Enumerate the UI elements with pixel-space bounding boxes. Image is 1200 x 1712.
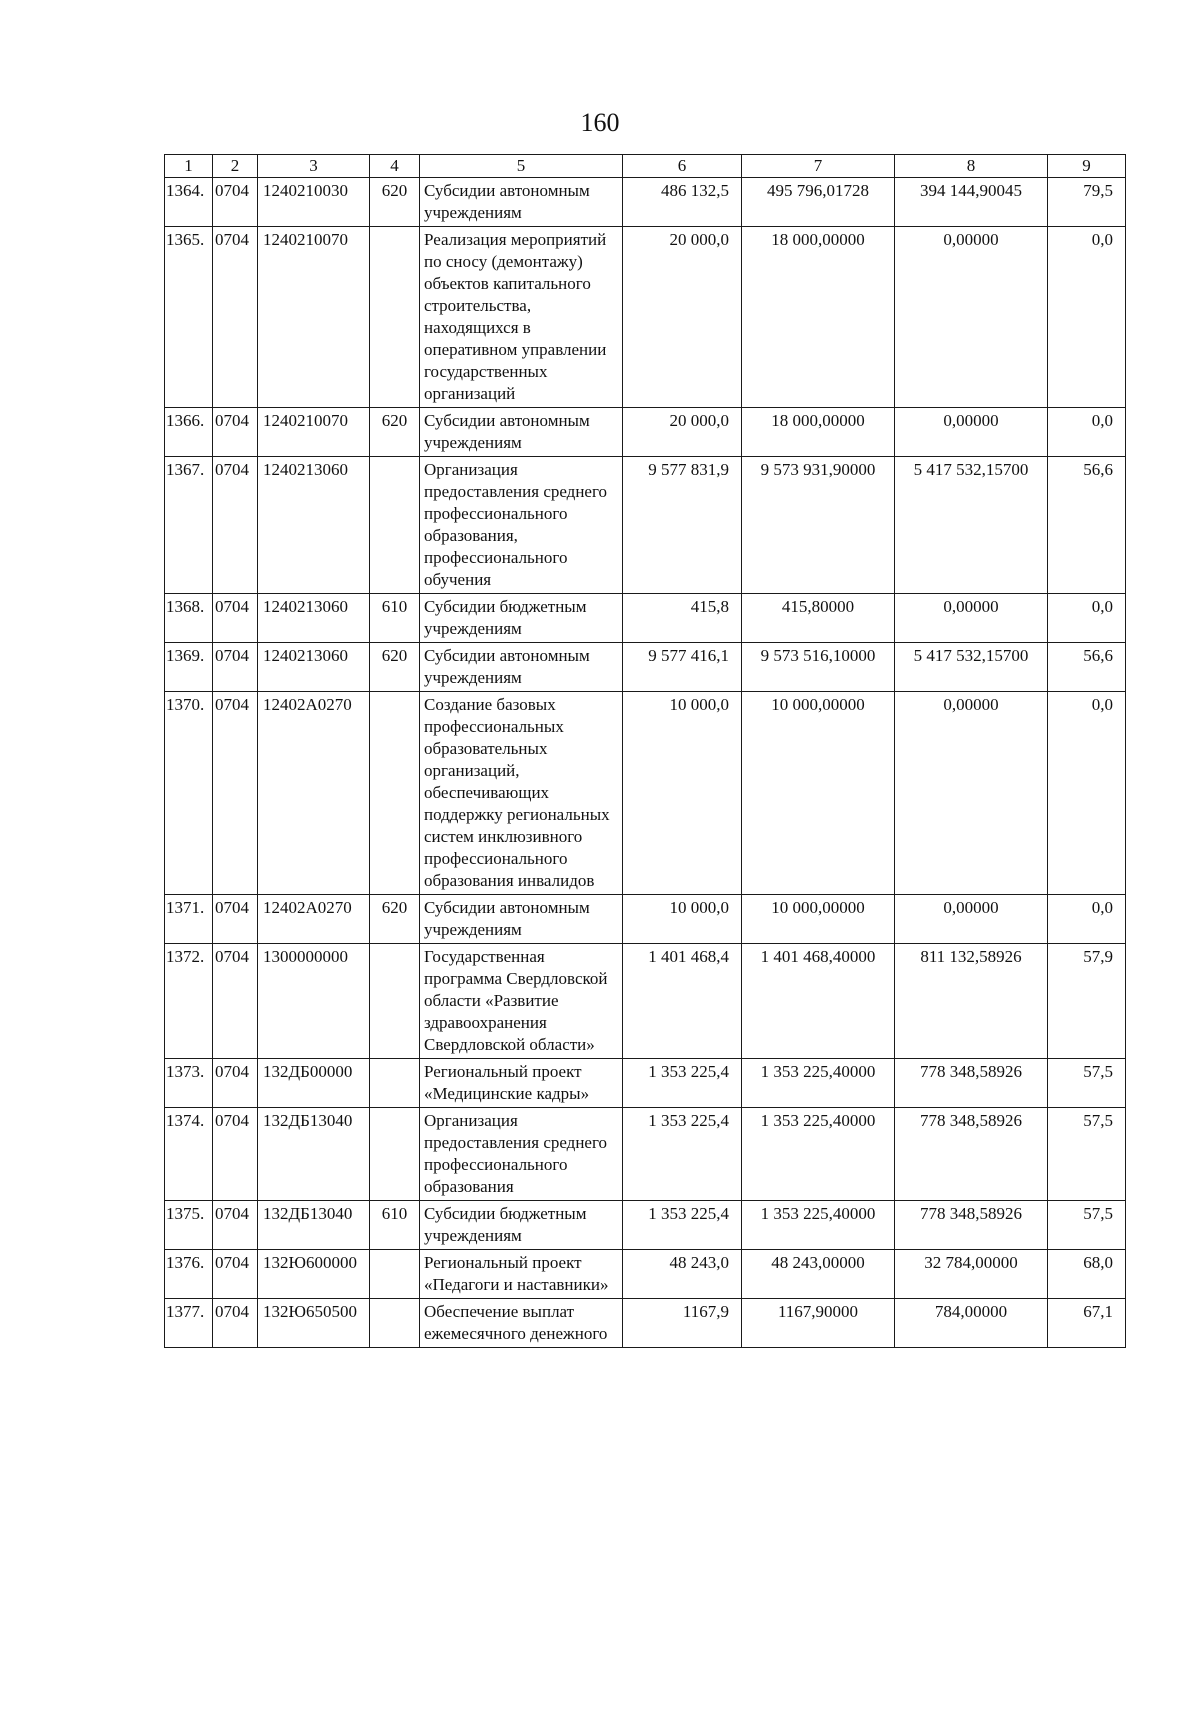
section-code-cell: 0704 xyxy=(213,643,258,692)
target-article-cell: 1240213060 xyxy=(258,643,370,692)
page-number: 160 xyxy=(580,108,620,137)
expense-type-cell: 620 xyxy=(370,643,420,692)
amended-amount-cell: 10 000,00000 xyxy=(742,895,895,944)
expense-type-cell xyxy=(370,1250,420,1299)
section-code-cell: 0704 xyxy=(213,1059,258,1108)
executed-amount-cell: 778 348,58926 xyxy=(895,1108,1048,1201)
expense-type-cell: 610 xyxy=(370,594,420,643)
amended-amount-cell: 495 796,01728 xyxy=(742,178,895,227)
amended-amount-cell: 1 401 468,40000 xyxy=(742,944,895,1059)
executed-amount-cell: 32 784,00000 xyxy=(895,1250,1048,1299)
row-number-cell: 1370. xyxy=(165,692,213,895)
expense-type-cell xyxy=(370,692,420,895)
table-row xyxy=(165,408,1126,457)
percent-cell: 79,5 xyxy=(1048,178,1126,227)
description-cell: Создание базовых профессиональных образовательных организаций, обеспечивающих поддержку региональных систем инклюзивного профессионального образования инвалидов xyxy=(420,692,623,895)
section-code-cell: 0704 xyxy=(213,1108,258,1201)
amended-amount-cell: 48 243,00000 xyxy=(742,1250,895,1299)
target-article-cell: 12402А0270 xyxy=(258,895,370,944)
target-article-cell: 1300000000 xyxy=(258,944,370,1059)
row-number-cell: 1372. xyxy=(165,944,213,1059)
amended-amount-cell: 10 000,00000 xyxy=(742,692,895,895)
percent-cell: 57,5 xyxy=(1048,1201,1126,1250)
amended-amount-cell: 18 000,00000 xyxy=(742,408,895,457)
section-code-cell: 0704 xyxy=(213,408,258,457)
budget-table xyxy=(164,154,1126,1348)
section-code-cell: 0704 xyxy=(213,594,258,643)
expense-type-cell xyxy=(370,457,420,594)
percent-cell: 68,0 xyxy=(1048,1250,1126,1299)
percent-cell: 56,6 xyxy=(1048,643,1126,692)
target-article-cell: 1240210070 xyxy=(258,408,370,457)
executed-amount-cell: 784,00000 xyxy=(895,1299,1048,1348)
amount-cell: 48 243,0 xyxy=(623,1250,742,1299)
executed-amount-cell: 778 348,58926 xyxy=(895,1059,1048,1108)
description-cell: Субсидии бюджетным учреждениям xyxy=(420,594,623,643)
target-article-cell: 1240210070 xyxy=(258,227,370,408)
table-row xyxy=(165,1250,1126,1299)
percent-cell: 67,1 xyxy=(1048,1299,1126,1348)
table-row xyxy=(165,1299,1126,1348)
description-cell: Организация предоставления среднего профессионального образования xyxy=(420,1108,623,1201)
expense-type-cell xyxy=(370,227,420,408)
header-cell-5: 5 xyxy=(420,155,623,178)
description-cell: Региональный проект «Медицинские кадры» xyxy=(420,1059,623,1108)
row-number-cell: 1376. xyxy=(165,1250,213,1299)
executed-amount-cell: 0,00000 xyxy=(895,227,1048,408)
table-row xyxy=(165,227,1126,408)
section-code-cell: 0704 xyxy=(213,1250,258,1299)
executed-amount-cell: 394 144,90045 xyxy=(895,178,1048,227)
section-code-cell: 0704 xyxy=(213,457,258,594)
table-body xyxy=(165,178,1126,1348)
target-article-cell: 12402А0270 xyxy=(258,692,370,895)
table-row xyxy=(165,594,1126,643)
section-code-cell: 0704 xyxy=(213,944,258,1059)
amount-cell: 9 577 416,1 xyxy=(623,643,742,692)
description-cell: Субсидии автономным учреждениям xyxy=(420,408,623,457)
header-cell-4: 4 xyxy=(370,155,420,178)
target-article-cell: 1240210030 xyxy=(258,178,370,227)
amended-amount-cell: 415,80000 xyxy=(742,594,895,643)
amount-cell: 9 577 831,9 xyxy=(623,457,742,594)
section-code-cell: 0704 xyxy=(213,178,258,227)
description-cell: Реализация мероприятий по сносу (демонтажу) объектов капитального строительства, находящихся в оперативном управлении государственных организаций xyxy=(420,227,623,408)
row-number-cell: 1375. xyxy=(165,1201,213,1250)
expense-type-cell xyxy=(370,1299,420,1348)
table-row xyxy=(165,1108,1126,1201)
target-article-cell: 132ДБ00000 xyxy=(258,1059,370,1108)
expense-type-cell xyxy=(370,1108,420,1201)
amended-amount-cell: 1167,90000 xyxy=(742,1299,895,1348)
amount-cell: 1 353 225,4 xyxy=(623,1059,742,1108)
amended-amount-cell: 9 573 516,10000 xyxy=(742,643,895,692)
percent-cell: 0,0 xyxy=(1048,408,1126,457)
description-cell: Субсидии автономным учреждениям xyxy=(420,643,623,692)
row-number-cell: 1373. xyxy=(165,1059,213,1108)
description-cell: Обеспечение выплат ежемесячного денежного xyxy=(420,1299,623,1348)
row-number-cell: 1369. xyxy=(165,643,213,692)
amended-amount-cell: 18 000,00000 xyxy=(742,227,895,408)
row-number-cell: 1366. xyxy=(165,408,213,457)
amount-cell: 20 000,0 xyxy=(623,227,742,408)
target-article-cell: 132Ю600000 xyxy=(258,1250,370,1299)
amended-amount-cell: 1 353 225,40000 xyxy=(742,1059,895,1108)
amount-cell: 415,8 xyxy=(623,594,742,643)
target-article-cell: 1240213060 xyxy=(258,594,370,643)
table-row xyxy=(165,178,1126,227)
table-row xyxy=(165,692,1126,895)
percent-cell: 57,5 xyxy=(1048,1108,1126,1201)
percent-cell: 56,6 xyxy=(1048,457,1126,594)
description-cell: Государственная программа Свердловской области «Развитие здравоохранения Свердловской области» xyxy=(420,944,623,1059)
header-cell-3: 3 xyxy=(258,155,370,178)
section-code-cell: 0704 xyxy=(213,1201,258,1250)
row-number-cell: 1364. xyxy=(165,178,213,227)
amount-cell: 10 000,0 xyxy=(623,895,742,944)
header-row xyxy=(165,155,1126,178)
amount-cell: 1 353 225,4 xyxy=(623,1201,742,1250)
table-row xyxy=(165,895,1126,944)
table-row xyxy=(165,1059,1126,1108)
percent-cell: 0,0 xyxy=(1048,594,1126,643)
amount-cell: 20 000,0 xyxy=(623,408,742,457)
table-row xyxy=(165,944,1126,1059)
header-cell-7: 7 xyxy=(742,155,895,178)
percent-cell: 57,9 xyxy=(1048,944,1126,1059)
percent-cell: 0,0 xyxy=(1048,895,1126,944)
section-code-cell: 0704 xyxy=(213,692,258,895)
row-number-cell: 1374. xyxy=(165,1108,213,1201)
row-number-cell: 1371. xyxy=(165,895,213,944)
percent-cell: 57,5 xyxy=(1048,1059,1126,1108)
amount-cell: 486 132,5 xyxy=(623,178,742,227)
amount-cell: 1167,9 xyxy=(623,1299,742,1348)
executed-amount-cell: 0,00000 xyxy=(895,408,1048,457)
row-number-cell: 1368. xyxy=(165,594,213,643)
amended-amount-cell: 9 573 931,90000 xyxy=(742,457,895,594)
percent-cell: 0,0 xyxy=(1048,227,1126,408)
amount-cell: 1 353 225,4 xyxy=(623,1108,742,1201)
expense-type-cell xyxy=(370,944,420,1059)
executed-amount-cell: 5 417 532,15700 xyxy=(895,643,1048,692)
header-cell-2: 2 xyxy=(213,155,258,178)
description-cell: Субсидии автономным учреждениям xyxy=(420,178,623,227)
target-article-cell: 1240213060 xyxy=(258,457,370,594)
amount-cell: 10 000,0 xyxy=(623,692,742,895)
expense-type-cell: 610 xyxy=(370,1201,420,1250)
row-number-cell: 1367. xyxy=(165,457,213,594)
header-cell-9: 9 xyxy=(1048,155,1126,178)
executed-amount-cell: 0,00000 xyxy=(895,692,1048,895)
section-code-cell: 0704 xyxy=(213,895,258,944)
table-row xyxy=(165,1201,1126,1250)
expense-type-cell: 620 xyxy=(370,178,420,227)
description-cell: Региональный проект «Педагоги и наставники» xyxy=(420,1250,623,1299)
header-cell-1: 1 xyxy=(165,155,213,178)
percent-cell: 0,0 xyxy=(1048,692,1126,895)
amended-amount-cell: 1 353 225,40000 xyxy=(742,1108,895,1201)
executed-amount-cell: 0,00000 xyxy=(895,895,1048,944)
section-code-cell: 0704 xyxy=(213,1299,258,1348)
header-cell-6: 6 xyxy=(623,155,742,178)
target-article-cell: 132ДБ13040 xyxy=(258,1108,370,1201)
section-code-cell: 0704 xyxy=(213,227,258,408)
description-cell: Организация предоставления среднего профессионального образования, профессионального обучения xyxy=(420,457,623,594)
description-cell: Субсидии бюджетным учреждениям xyxy=(420,1201,623,1250)
target-article-cell: 132Ю650500 xyxy=(258,1299,370,1348)
executed-amount-cell: 778 348,58926 xyxy=(895,1201,1048,1250)
table-row xyxy=(165,457,1126,594)
table-row xyxy=(165,643,1126,692)
expense-type-cell: 620 xyxy=(370,895,420,944)
expense-type-cell: 620 xyxy=(370,408,420,457)
amended-amount-cell: 1 353 225,40000 xyxy=(742,1201,895,1250)
table-header xyxy=(165,155,1126,178)
executed-amount-cell: 811 132,58926 xyxy=(895,944,1048,1059)
expense-type-cell xyxy=(370,1059,420,1108)
description-cell: Субсидии автономным учреждениям xyxy=(420,895,623,944)
executed-amount-cell: 5 417 532,15700 xyxy=(895,457,1048,594)
target-article-cell: 132ДБ13040 xyxy=(258,1201,370,1250)
executed-amount-cell: 0,00000 xyxy=(895,594,1048,643)
row-number-cell: 1377. xyxy=(165,1299,213,1348)
row-number-cell: 1365. xyxy=(165,227,213,408)
header-cell-8: 8 xyxy=(895,155,1048,178)
amount-cell: 1 401 468,4 xyxy=(623,944,742,1059)
